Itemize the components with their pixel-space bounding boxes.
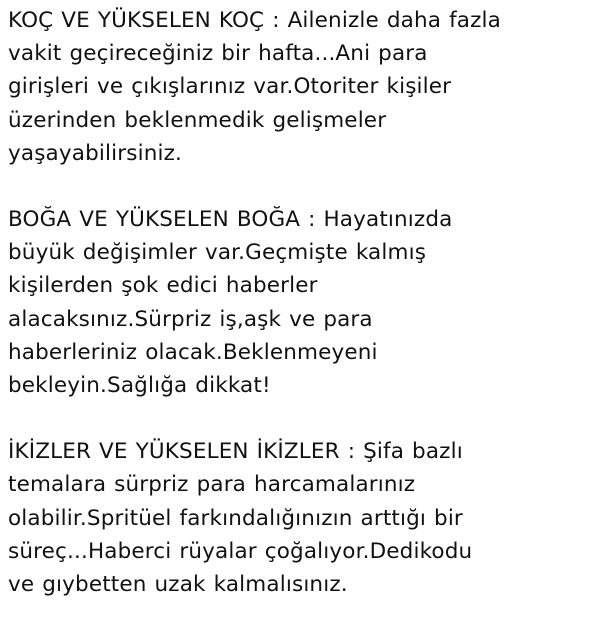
paragraph-ikizler: İKİZLER VE YÜKSELEN İKİZLER : Şifa bazlı temalara sürpriz para harcamalarınız olabilir.Spritüel farkındalığınızın arttığı bir süreç...Haberci rüyalar çoğalıyor.Dedikodu ve gıybetten uzak kalmalısınız. — [8, 439, 473, 598]
paragraph-boga: BOĞA VE YÜKSELEN BOĞA : Hayatınızda büyük değişimler var.Geçmişte kalmış kişilerden şok edici haberler alacaksınız.Sürpriz iş,aşk ve para haberleriniz olacak.Beklenmeyeni bekleyin.Sağlığa dikkat! — [8, 207, 453, 399]
paragraph-koc: KOÇ VE YÜKSELEN KOÇ : Ailenizle daha fazla vakit geçireceğiniz bir hafta...Ani para girişleri ve çıkışlarınız var.Otoriter kişiler üzerinden beklenmedik gelişmeler yaşayabilirsiniz. — [8, 8, 502, 166]
horoscope-document — [8, 4, 600, 601]
